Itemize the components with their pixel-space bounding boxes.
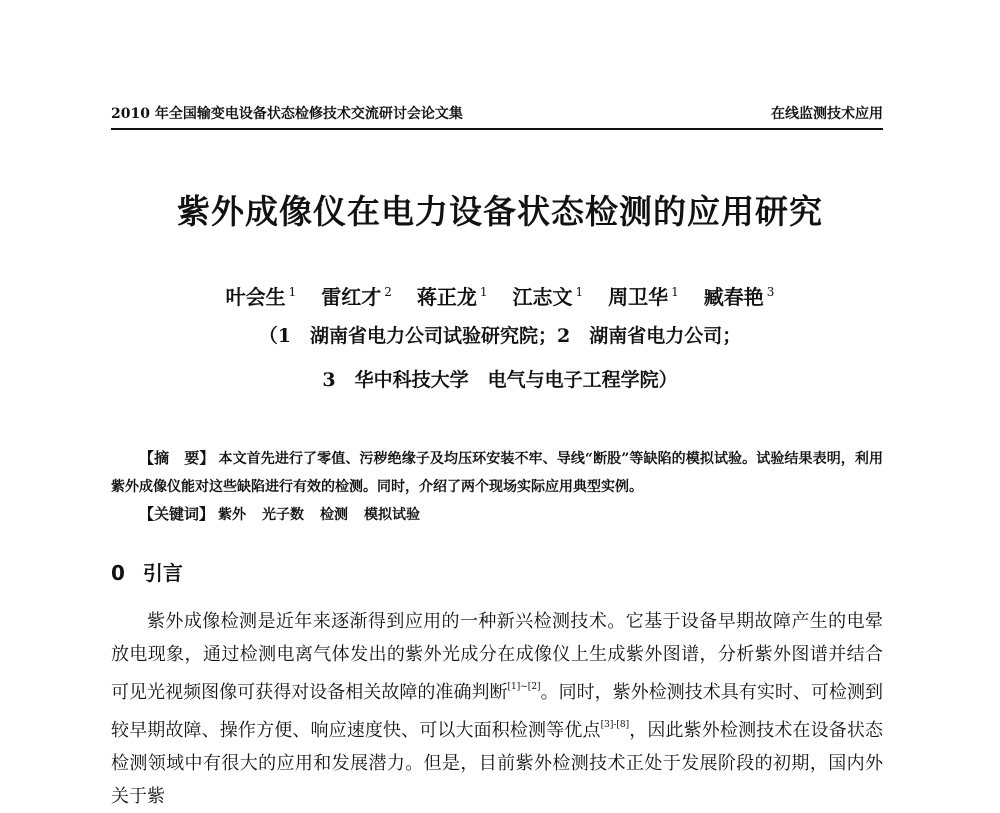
keywords xyxy=(111,500,883,529)
keyword: 光子数 xyxy=(262,507,305,523)
paper-title: 紫外成像仪在电力设备状态检测的应用研究 xyxy=(177,192,823,231)
author-affiliation-mark: 1 xyxy=(288,285,297,299)
affiliation-line-1: （1 湖南省电力公司试验研究院；2 湖南省电力公司； xyxy=(258,325,742,347)
citation: [1]~[2] xyxy=(507,682,541,692)
running-header-right: 在线监测技术应用 xyxy=(771,106,883,122)
body-text-part: 。同时，紫外检测技术具有实时、可检测到较早期故障、操作方便、响应速度快、可以大面积检测等优点 xyxy=(111,682,884,741)
keyword: 模拟试验 xyxy=(364,507,421,523)
author xyxy=(608,285,679,309)
author-name: 臧春艳 xyxy=(703,285,764,309)
running-header-left: 2010 年全国输变电设备状态检修技术交流研讨会论文集 xyxy=(111,106,463,122)
running-header xyxy=(111,104,883,130)
keyword: 检测 xyxy=(320,507,349,523)
author xyxy=(321,285,392,309)
author-affiliation-mark: 3 xyxy=(766,285,775,299)
body-paragraph xyxy=(111,605,883,813)
abstract xyxy=(111,444,883,501)
author-list xyxy=(0,278,1000,311)
author xyxy=(226,285,297,309)
author xyxy=(417,285,488,309)
author-affiliation-mark: 1 xyxy=(479,285,488,299)
author-name: 雷红才 xyxy=(321,285,382,309)
author-name: 周卫华 xyxy=(608,285,669,309)
keyword: 紫外 xyxy=(218,507,247,523)
author-affiliation-mark: 2 xyxy=(384,285,392,299)
citation: [3]-[8] xyxy=(600,720,630,730)
author-affiliation-mark: 1 xyxy=(575,285,584,299)
author-name: 蒋正龙 xyxy=(416,285,477,309)
section-number: 0 xyxy=(111,561,125,585)
section-title: 引言 xyxy=(142,561,183,585)
keywords-label: 【关键词】 xyxy=(139,505,215,523)
abstract-text: 本文首先进行了零值、污秽绝缘子及均压环安装不牢、导线“断股”等缺陷的模拟试验。试验结果表明，利用紫外成像仪能对这些缺陷进行有效的检测。同时，介绍了两个现场实际应用典型实例。 xyxy=(111,451,883,495)
author xyxy=(512,285,583,309)
affiliation-line-2: 3 华中科技大学 电气与电子工程学院） xyxy=(322,369,678,391)
section-heading xyxy=(111,558,183,588)
body-text-part: ，因此紫外检测技术在设备状态检测领域中有很大的应用和发展潜力。但是，目前紫外检测技术正处于发展阶段的初期，国内外关于紫 xyxy=(111,720,884,807)
author-affiliation-mark: 1 xyxy=(671,285,679,299)
author-name: 叶会生 xyxy=(225,285,286,309)
body-text-part: 紫外成像检测是近年来逐渐得到应用的一种新兴检测技术。它基于设备早期故障产生的电晕放电现象，通过检测电离气体发出的紫外光成分在成像仪上生成紫外图谱，分析紫外图谱并结合可见光视频图像可获得对设备相关故障的准确判断 xyxy=(111,611,883,703)
author xyxy=(704,285,775,309)
abstract-label: 【摘 要】 xyxy=(139,449,215,467)
author-name: 江志文 xyxy=(512,285,573,309)
